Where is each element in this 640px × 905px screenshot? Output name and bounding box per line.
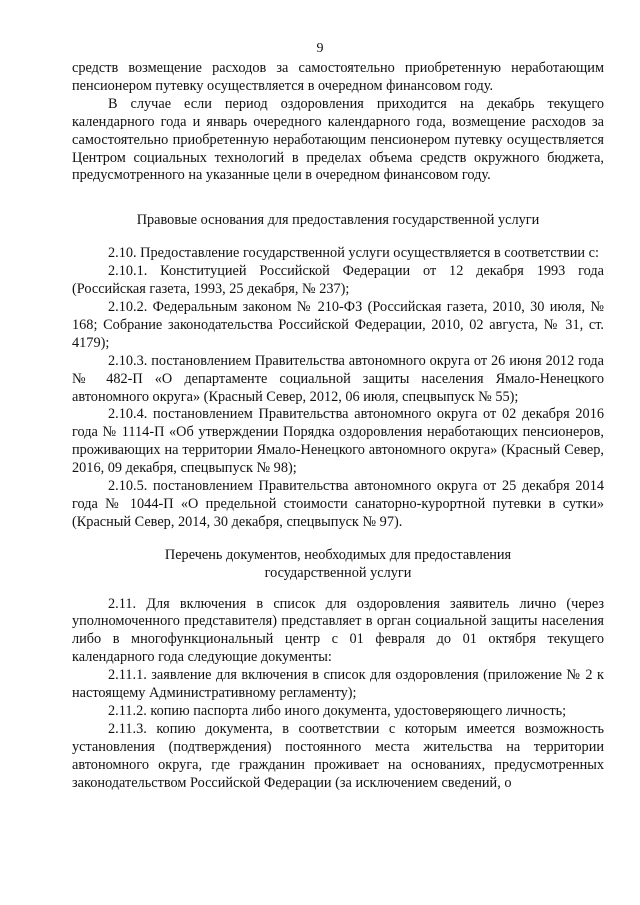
paragraph-continuation: средств возмещение расходов за самостоятельно приобретенную неработающим пенсионером путевку осуществляется в очередном финансовом году. xyxy=(72,60,604,94)
paragraph-2-10-3: 2.10.3. постановлением Правительства автономного округа от 26 июня 2012 года № 482-П «О департаменте социальной защиты населения Ямало-Ненецкого автономного округа» (Красный Север, 2012, 06 июля, спецвыпуск № 55); xyxy=(72,352,604,405)
paragraph-2-11-1: 2.11.1. заявление для включения в список для оздоровления (приложение № 2 к настоящему Административному регламенту); xyxy=(72,667,604,702)
paragraph-2-11: 2.11. Для включения в список для оздоровления заявитель лично (через уполномоченного представителя) представляет в орган социальной защиты населения либо в многофункциональный центр с 01 февраля до 01 октября текущего календарного года следующие документы: xyxy=(72,595,604,666)
paragraph-december-january: В случае если период оздоровления приходится на декабрь текущего календарного года и январь очередного календарного года, возмещение расходов за самостоятельно приобретенную неработающим пенсионером путевку осуществляется Центром социальных технологий в пределах объема средств окружного бюджета, предусмотренного на указанные цели в очередном финансовом году. xyxy=(72,95,604,184)
document-body xyxy=(72,60,604,793)
paragraph-2-10: 2.10. Предоставление государственной услуги осуществляется в соответствии с: xyxy=(108,245,599,262)
page-number: 9 xyxy=(316,41,324,56)
paragraph-2-10-5: 2.10.5. постановлением Правительства автономного округа от 25 декабря 2014 года № 1044-П «О предельной стоимости санаторно-курортной путевки в сутки» (Красный Север, 2014, 30 декабря, спецвыпуск № 97). xyxy=(72,478,604,530)
paragraph-2-11-3: 2.11.3. копию документа, в соответствии с которым имеется возможность установления (подтверждения) постоянного места жительства на территории автономного округа, где гражданин проживает на основаниях, предусмотренных законодательством Российской Федерации (за исключением сведений, о xyxy=(72,720,604,791)
paragraph-2-10-2: 2.10.2. Федеральным законом № 210-ФЗ (Российская газета, 2010, 30 июля, № 168; Собрание законодательства Российской Федерации, 2010, 02 августа, № 31, ст. 4179); xyxy=(72,298,604,351)
paragraph-2-11-2: 2.11.2. копию паспорта либо иного документа, удостоверяющего личность; xyxy=(108,703,567,719)
section-heading-legal-grounds: Правовые основания для предоставления государственной услуги xyxy=(136,212,540,229)
paragraph-2-10-4: 2.10.4. постановлением Правительства автономного округа от 02 декабря 2016 года № 1114-П «Об утверждении Порядка оздоровления неработающих пенсионеров, проживающих на территории Ямало-Ненецкого автономного округа» (Красный Север, 2016, 09 декабря, спецвыпуск № 98); xyxy=(72,406,604,477)
section-heading-documents-line1: Перечень документов, необходимых для предоставления xyxy=(164,546,512,563)
paragraph-2-10-1: 2.10.1. Конституцией Российской Федерации от 12 декабря 1993 года (Российская газета, 1993, 25 декабря, № 237); xyxy=(72,263,604,298)
section-heading-documents-line2: государственной услуги xyxy=(264,564,412,581)
